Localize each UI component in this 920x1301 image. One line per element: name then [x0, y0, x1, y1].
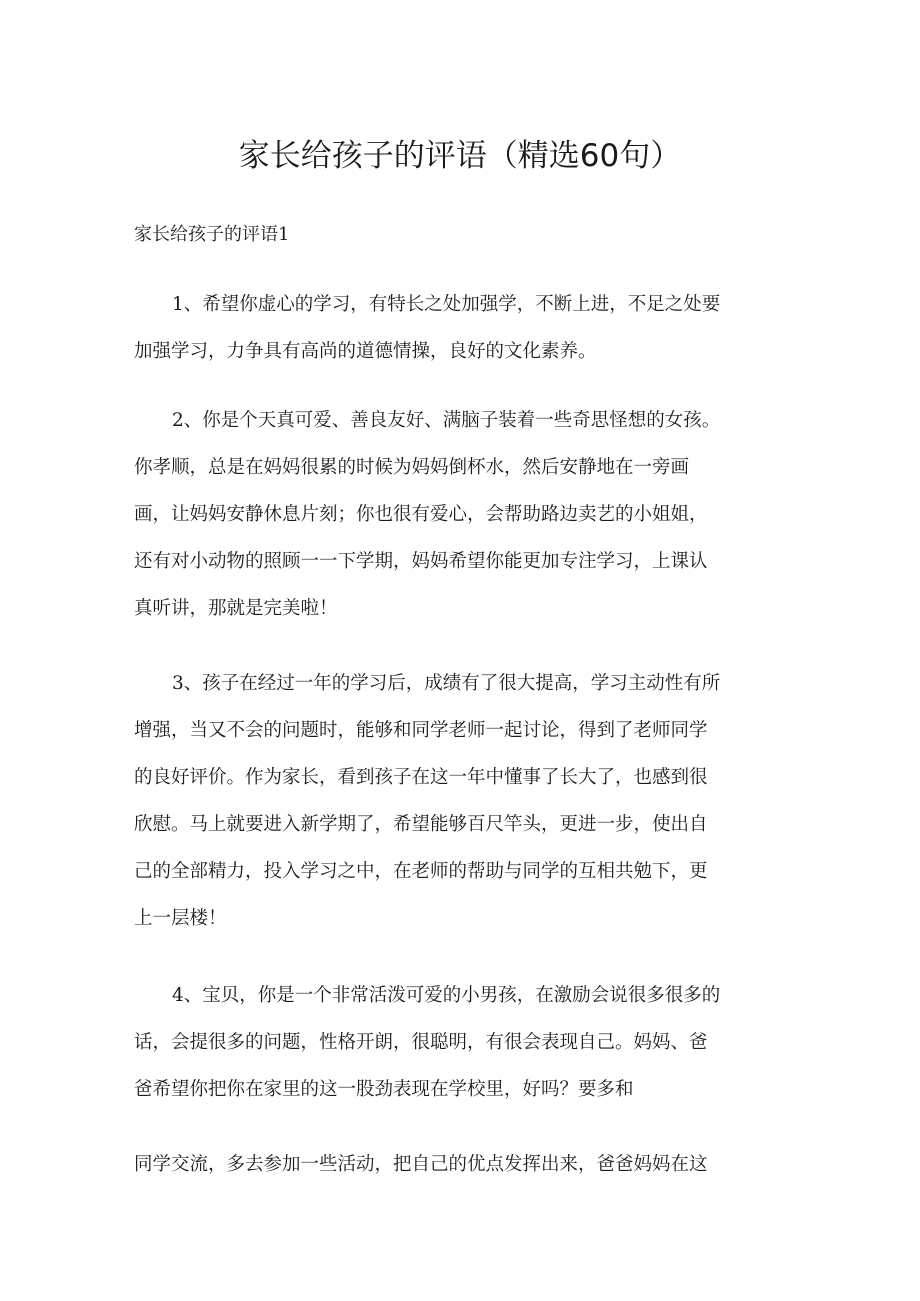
paragraph-line: 话，会提很多的问题，性格开朗，很聪明，有很会表现自己。妈妈、爸 — [134, 1032, 708, 1053]
paragraph-line: 上一层楼！ — [134, 908, 227, 929]
paragraph-line: 还有对小动物的照顾一一下学期，妈妈希望你能更加专注学习，上课认 — [134, 551, 708, 572]
paragraph-1 — [134, 281, 774, 375]
paragraph-line: 真听讲，那就是完美啦！ — [134, 598, 338, 619]
paragraph-line: 的良好评价。作为家长，看到孩子在这一年中懂事了长大了，也感到很 — [134, 767, 708, 788]
paragraph-2 — [134, 397, 774, 632]
paragraph-line: 加强学习，力争具有高尚的道德情操，良好的文化素养。 — [134, 341, 597, 362]
paragraph-4 — [134, 972, 774, 1113]
paragraph-line: 你孝顺，总是在妈妈很累的时候为妈妈倒杯水，然后安静地在一旁画 — [134, 457, 690, 478]
paragraph-line: 爸希望你把你在家里的这一股劲表现在学校里，好吗？要多和 — [134, 1079, 634, 1100]
section-heading: 家长给孩子的评语1 — [134, 224, 290, 245]
paragraph-line: 3、孩子在经过一年的学习后，成绩有了很大提高，学习主动性有所 — [172, 673, 721, 694]
document-title: 家长给孩子的评语（精选60句） — [238, 138, 682, 174]
paragraph-line: 1、希望你虚心的学习，有特长之处加强学，不断上进，不足之处要 — [172, 294, 721, 315]
paragraph-line: 4、宝贝，你是一个非常活泼可爱的小男孩，在激励会说很多很多的 — [172, 985, 721, 1006]
paragraph-3 — [134, 660, 774, 942]
paragraph-line: 己的全部精力，投入学习之中，在老师的帮助与同学的互相共勉下，更 — [134, 861, 708, 882]
paragraph-line: 画，让妈妈安静休息片刻；你也很有爱心，会帮助路边卖艺的小姐姐， — [134, 504, 708, 525]
paragraph-continuation: 同学交流，多去参加一些活动，把自己的优点发挥出来，爸爸妈妈在这 — [134, 1154, 708, 1175]
paragraph-line: 增强，当又不会的问题时，能够和同学老师一起讨论，得到了老师同学 — [134, 720, 708, 741]
paragraph-line: 2、你是个天真可爱、善良友好、满脑子装着一些奇思怪想的女孩。 — [172, 410, 721, 431]
paragraph-line: 欣慰。马上就要进入新学期了，希望能够百尺竿头，更进一步，使出自 — [134, 814, 708, 835]
